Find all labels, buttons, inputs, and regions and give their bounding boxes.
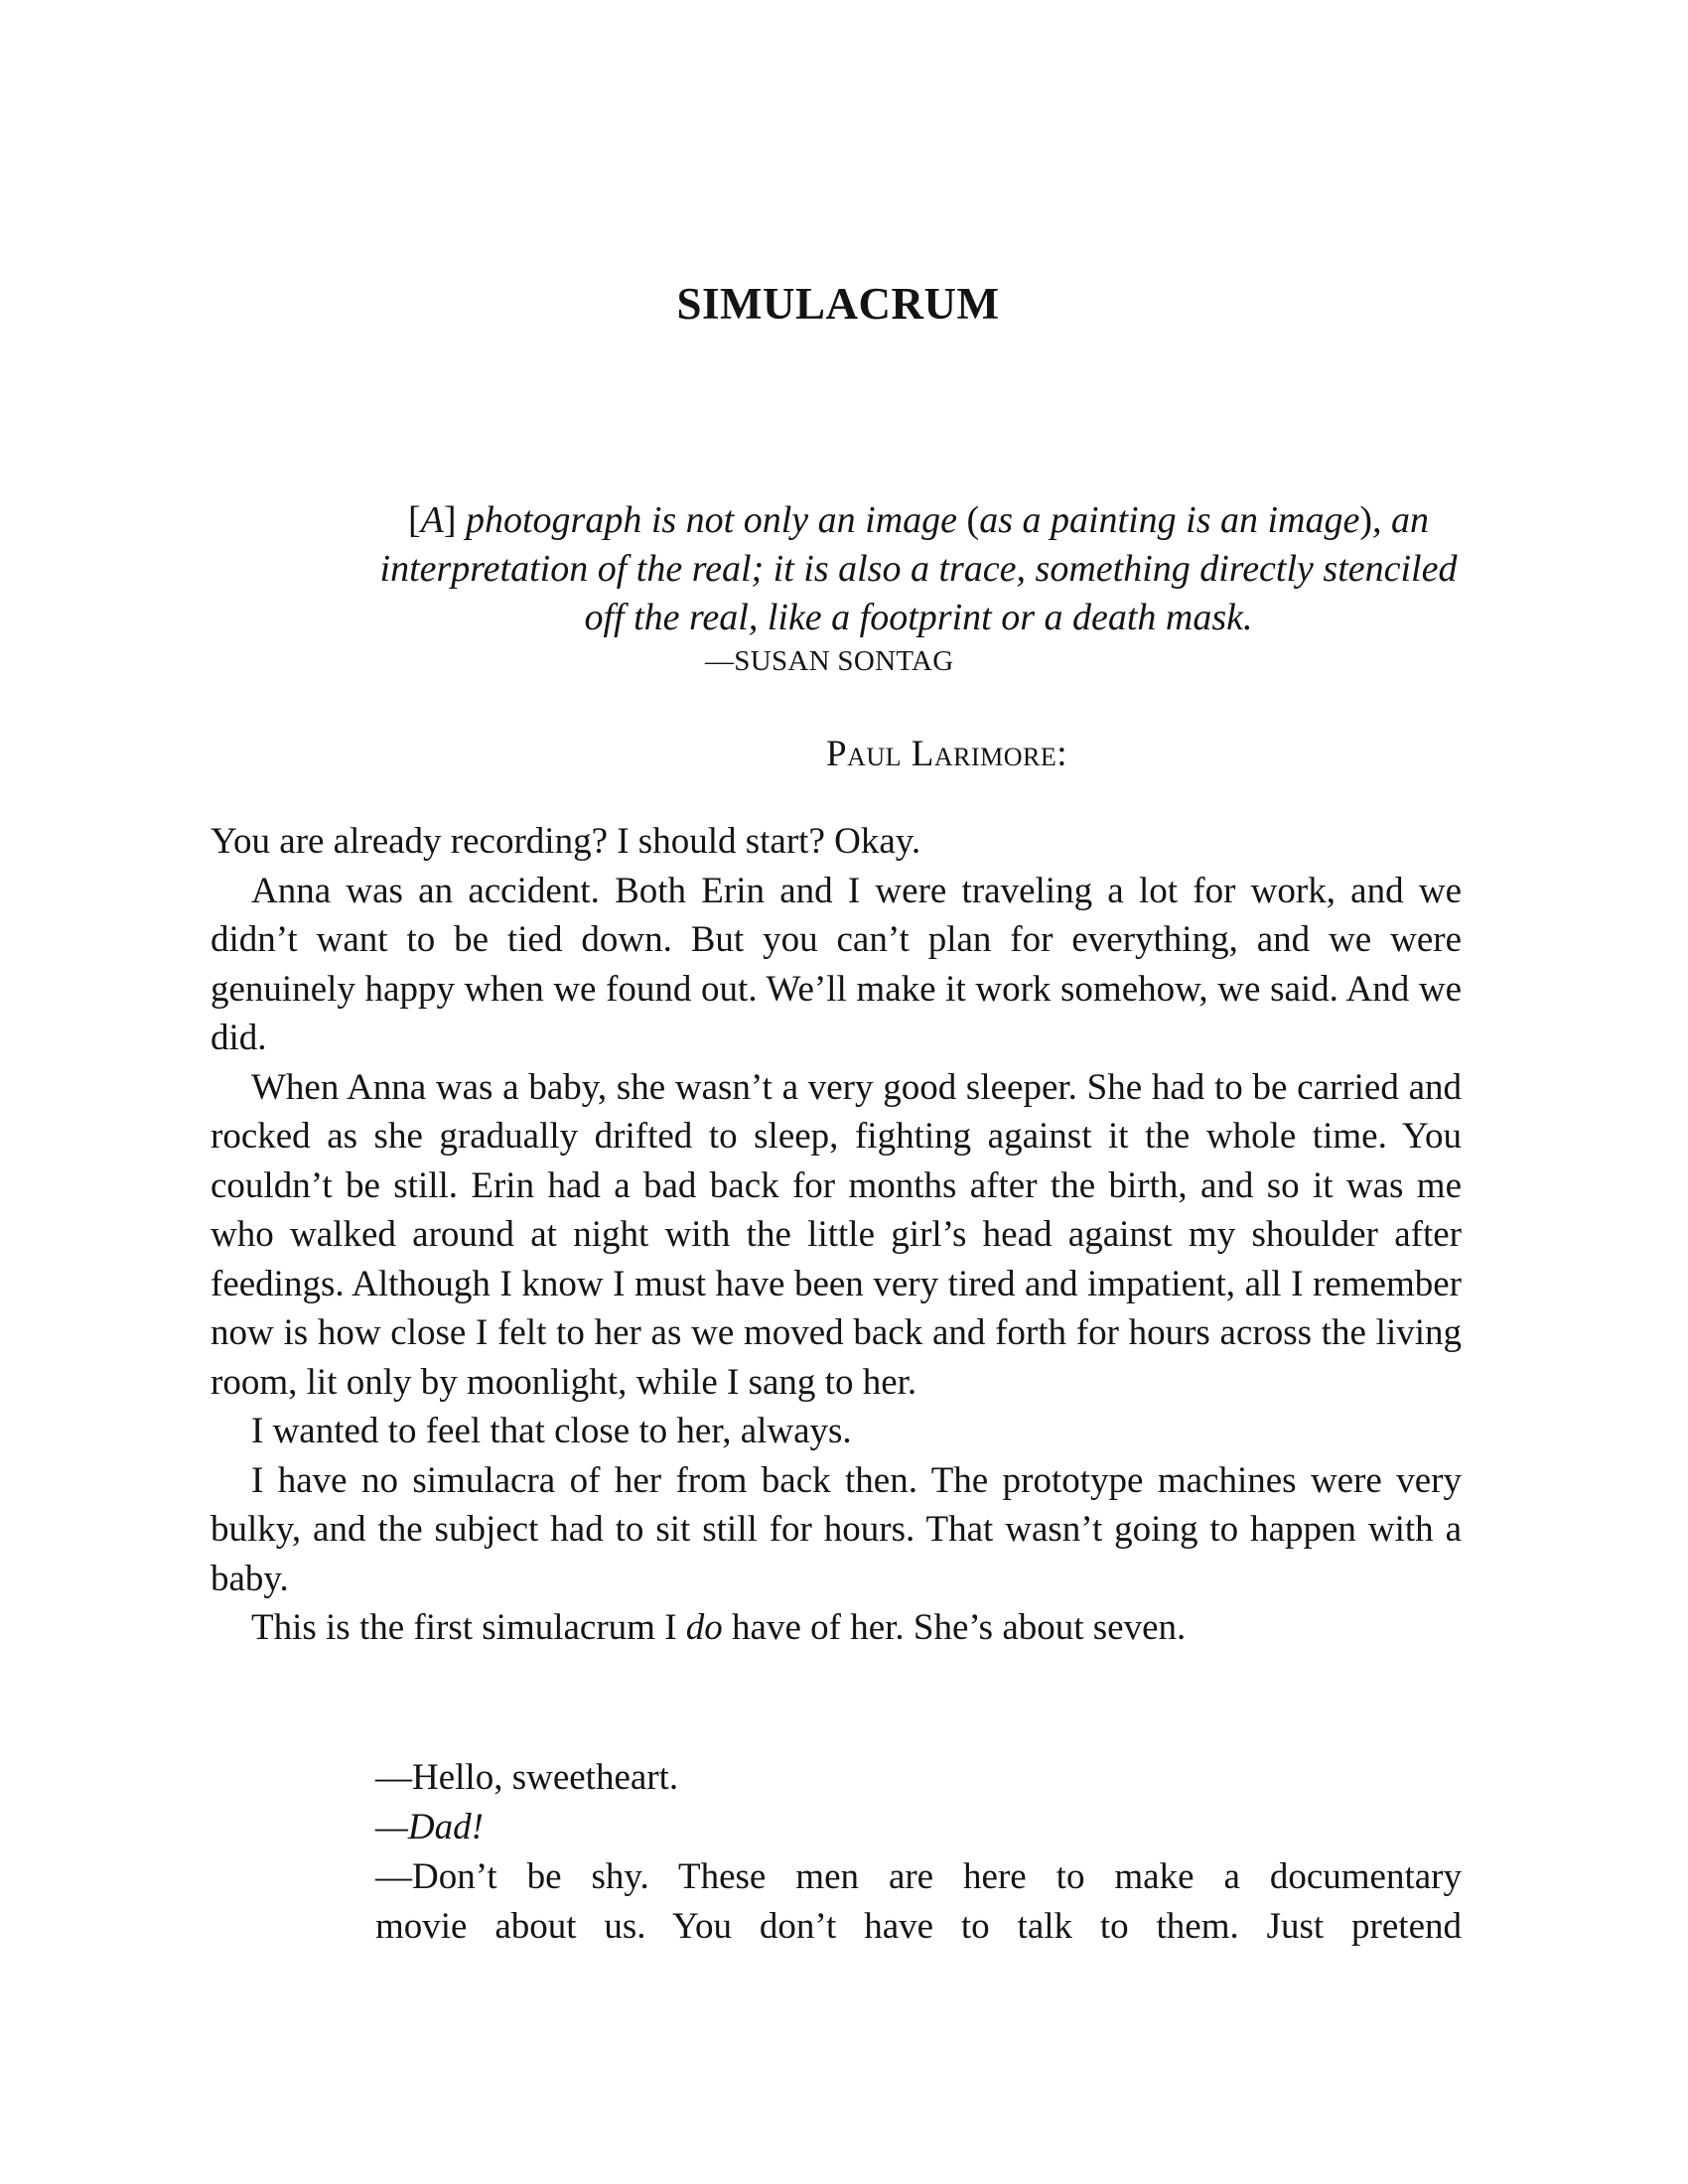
epigraph-close-paren: ) bbox=[1359, 499, 1373, 541]
epigraph-quote bbox=[377, 496, 1460, 642]
paragraph-3: When Anna was a baby, she wasn’t a very good sleeper. She had to be carried and rocked as she gradually drifted to sleep, fighting against it the whole time. You couldn’t be still. Erin had a bad back for months after the birth, and so it was me who walked around at night with the little girl’s head against my shoulder after feedings. Although I know I must have been very tired and impatient, all I remember now is how close I felt to her as we moved back and forth for hours across the living room, lit only by moonlight, while I sang to her. bbox=[211, 1066, 1462, 1403]
paragraph-6-after: have of her. She’s about seven. bbox=[722, 1607, 1187, 1648]
dialogue-line-2-text: —Dad! bbox=[375, 1807, 484, 1847]
epigraph-attribution: —SUSAN SONTAG bbox=[705, 645, 954, 677]
epigraph-text-1: photograph is not only an image bbox=[456, 499, 967, 541]
dialogue-block bbox=[375, 1753, 1462, 1952]
epigraph-text-2: , an interpretation of the real; it is also a trace, something directly stenciled off the real, like a footprint or a death mask. bbox=[379, 499, 1458, 638]
epigraph-close-bracket: ] bbox=[443, 499, 457, 541]
body-text bbox=[211, 817, 1462, 1653]
chapter-title: SIMULACRUM bbox=[676, 279, 1000, 329]
epigraph-open-paren: ( bbox=[966, 499, 980, 541]
paragraph-6-before: This is the first simulacrum I bbox=[251, 1607, 686, 1648]
dialogue-line-3b: movie about us. You don’t have to talk to them. Just pretend bbox=[375, 1906, 1462, 1947]
dialogue-line-3a: —Don’t be shy. These men are here to make a documentary bbox=[375, 1856, 1462, 1897]
speaker-heading: Paul Larimore: bbox=[826, 734, 1068, 774]
paragraph-6 bbox=[211, 1603, 1462, 1653]
paragraph-2: Anna was an accident. Both Erin and I were traveling a lot for work, and we didn’t want to be tied down. But you can’t plan for everything, and we were genuinely happy when we found out. We’ll make it work somehow, we said. And we did. bbox=[211, 870, 1462, 1058]
dialogue-line-2 bbox=[375, 1803, 1462, 1852]
paragraph-6-emphasis: do bbox=[685, 1607, 723, 1648]
paragraph-5: I have no simulacra of her from back then. The prototype machines were very bulky, and the subject had to sit still for hours. That wasn’t going to happen with a baby. bbox=[211, 1459, 1462, 1599]
dialogue-line-1: —Hello, sweetheart. bbox=[375, 1757, 679, 1798]
epigraph-paren-text: as a painting is an image bbox=[979, 499, 1360, 541]
paragraph-4: I wanted to feel that close to her, always. bbox=[251, 1411, 852, 1451]
epigraph-open-bracket: [ bbox=[407, 499, 421, 541]
epigraph-bracket-letter: A bbox=[420, 499, 444, 541]
paragraph-1: You are already recording? I should start? Okay. bbox=[211, 821, 921, 862]
